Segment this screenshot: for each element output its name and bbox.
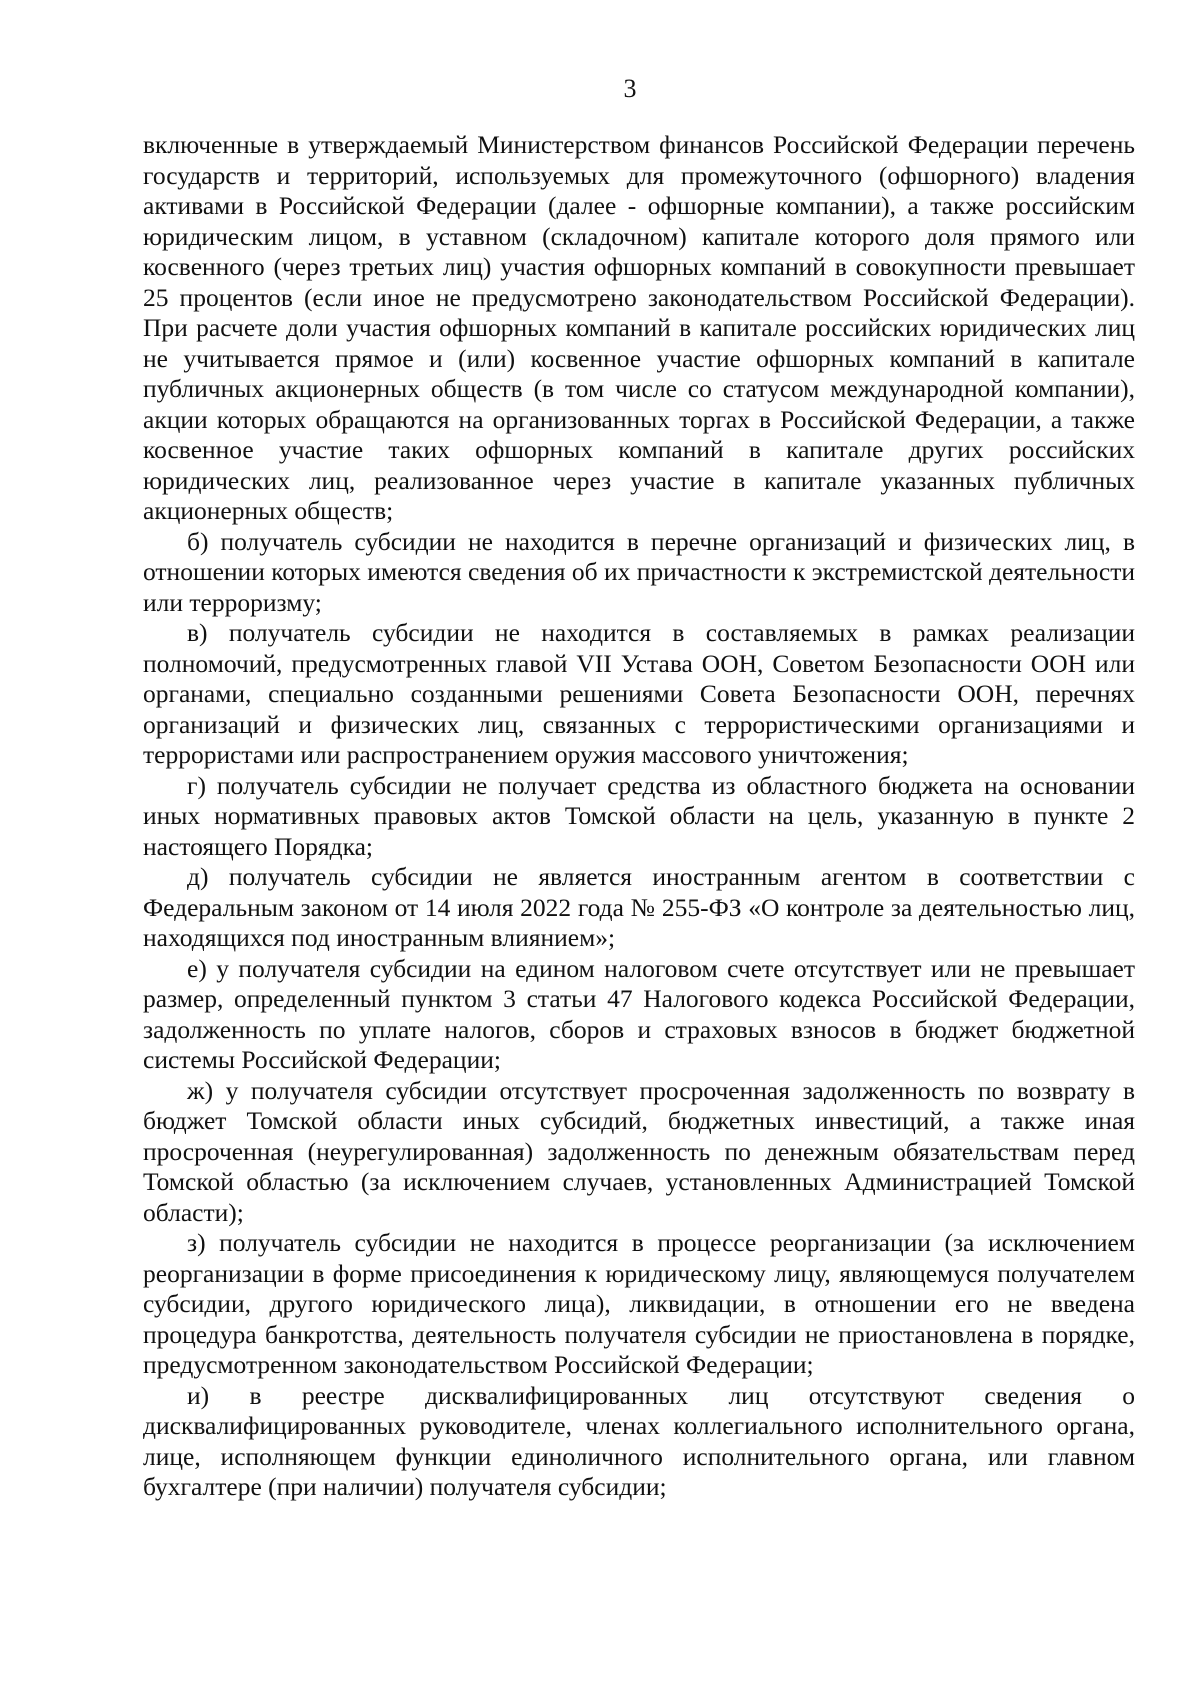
paragraph-item-b: б) получатель субсидии не находится в перечне организаций и физических лиц, в отношении которых имеются сведения об их причастности к экстремистской деятельности или терроризму; [143,526,1135,617]
paragraph-item-i: и) в реестре дисквалифицированных лиц отсутствуют сведения о дисквалифицированных руководителе, членах коллегиального исполнительного органа, лице, исполняющем функции единоличного исполнительного органа, или главном бухгалтере (при наличии) получателя субсидии; [143,1380,1135,1501]
paragraph-item-v: в) получатель субсидии не находится в составляемых в рамках реализации полномочий, предусмотренных главой VII Устава ООН, Советом Безопасности ООН или органами, специально созданными решениями Совета Безопасности ООН, перечнях организаций и физических лиц, связанных с террористическими организациями и террористами или распространением оружия массового уничтожения; [143,618,1135,769]
paragraph-item-zh: ж) у получателя субсидии отсутствует просроченная задолженность по возврату в бюджет Томской области иных субсидий, бюджетных инвестиций, а также иная просроченная (неурегулированная) задолженность по денежным обязательствам перед Томской областью (за исключением случаев, установленных Администрацией Томской области); [143,1075,1135,1227]
paragraph-offshore-continuation: включенные в утверждаемый Министерством финансов Российской Федерации перечень государств и территорий, используемых для промежуточного (офшорного) владения активами в Российской Федерации (далее - офшорные компании), а также российским юридическим лицом, в уставном (складочном) капитале которого доля прямого или косвенного (через третьих лиц) участия офшорных компаний в совокупности превышает 25 процентов (если иное не предусмотрено законодательством Российской Федерации). При расчете доли участия офшорных компаний в капитале российских юридических лиц не учитывается прямое и (или) косвенное участие офшорных компаний в капитале публичных акционерных обществ (в том числе со статусом международной компании), акции которых обращаются на организованных торгах в Российской Федерации, а также косвенное участие таких офшорных компаний в капитале других российских юридических лиц, реализованное через участие в капитале указанных публичных акционерных обществ; [143,130,1135,525]
paragraph-item-d: д) получатель субсидии не является иностранным агентом в соответствии с Федеральным законом от 14 июля 2022 года № 255-ФЗ «О контроле за деятельностью лиц, находящихся под иностранным влиянием»; [143,862,1135,952]
page-number: 3 [623,74,637,103]
paragraph-item-z: з) получатель субсидии не находится в процессе реорганизации (за исключением реорганизации в форме присоединения к юридическому лицу, являющемуся получателем субсидии, другого юридического лица), ликвидации, в отношении его не введена процедура банкротства, деятельность получателя субсидии не приостановлена в порядке, предусмотренном законодательством Российской Федерации; [143,1228,1135,1379]
document-body [143,130,1135,1503]
paragraph-item-e: е) у получателя субсидии на едином налоговом счете отсутствует или не превышает размер, определенный пунктом 3 статьи 47 Налогового кодекса Российской Федерации, задолженность по уплате налогов, сборов и страховых взносов в бюджет бюджетной системы Российской Федерации; [143,953,1135,1074]
paragraph-item-g: г) получатель субсидии не получает средства из областного бюджета на основании иных нормативных правовых актов Томской области на цель, указанную в пункте 2 настоящего Порядка; [143,770,1135,861]
